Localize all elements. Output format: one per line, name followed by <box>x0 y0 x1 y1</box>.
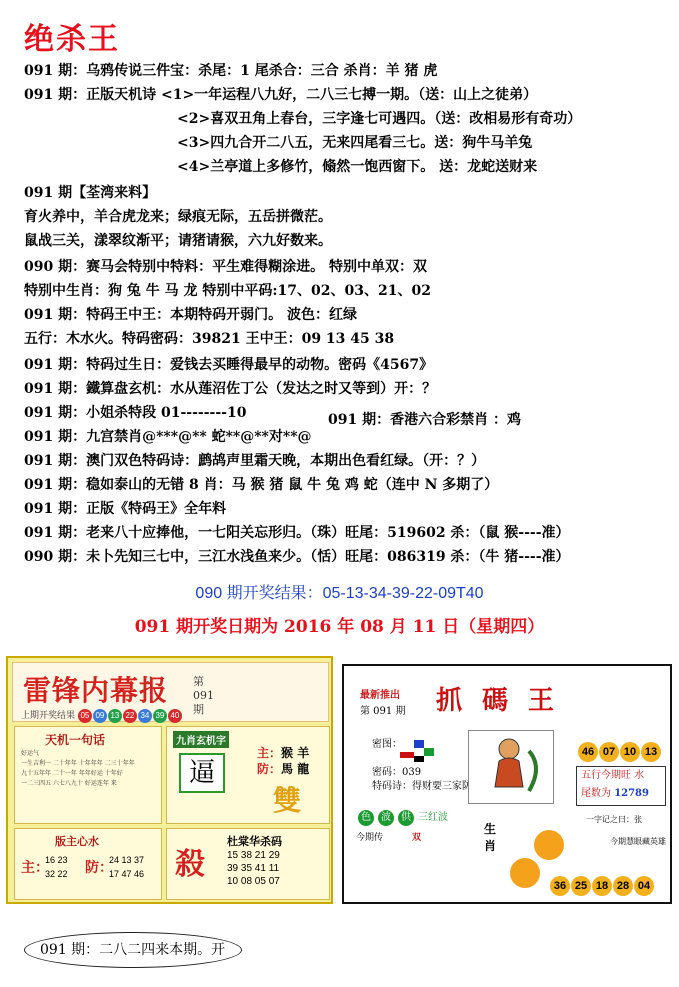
line-text: 鐵算盘玄机：水从莲沼佐丁公（发达之时又等到）开：？ <box>86 381 437 397</box>
line-text: 五行：木水火。特码密码：39821 王中王：09 13 45 38 <box>24 331 395 347</box>
text-line <box>24 62 437 80</box>
line-text: 特别中生肖：狗 兔 牛 马 龙 特别中平码:17、02、03、21、02 <box>24 283 431 299</box>
issue-label: 第 <box>193 675 204 688</box>
result-numbers: 05-13-34-39-22-09T40 <box>322 585 484 602</box>
text-line <box>24 232 332 250</box>
line-text: 未卜先知三七中，三江水浅鱼来少。（恬）旺尾：086319 杀：（牛 猪----准） <box>86 549 570 565</box>
line-prefix: 090 期： <box>24 549 87 565</box>
line-text: 九宫禁肖@***@** 蛇**@**对**@ <box>86 429 312 445</box>
sha-row: 39 35 41 11 <box>227 863 280 874</box>
line-prefix: 091 期： <box>24 525 87 541</box>
fang-value: 馬 龍 <box>281 762 310 776</box>
weishu-value: 12789 <box>614 788 649 799</box>
result-ball: 05 <box>78 709 92 723</box>
shuang-char: 雙 <box>273 784 302 817</box>
line-prefix: 091 期： <box>24 63 87 79</box>
text-line <box>24 208 332 226</box>
result-ball: 39 <box>153 709 167 723</box>
result-ball: 09 <box>93 709 107 723</box>
line-right: 091 期：香港六合彩禁肖 ：鸡 <box>328 412 521 428</box>
wuxing-text: 五行今期旺 水 <box>581 770 645 781</box>
tema-poem: 特码诗：得财要三家防六 <box>372 781 482 792</box>
line-prefix: 091 期： <box>24 429 87 445</box>
line-text: 【荃湾来料】 <box>72 185 157 201</box>
box-tianji <box>14 726 162 824</box>
mystery-char: 逼 <box>179 753 225 793</box>
sebo-char: 波 <box>378 810 394 826</box>
number-ball: 25 <box>571 876 591 896</box>
issue-number: 091 <box>193 689 214 702</box>
mima-label: 密图： <box>372 739 402 750</box>
yizi-value: 张 <box>634 815 642 824</box>
result-ball: 22 <box>123 709 137 723</box>
poster-leifeng <box>6 656 333 904</box>
line-prefix: 091 期： <box>24 405 87 421</box>
cartoon-figure-icon <box>468 730 554 804</box>
text-line <box>24 380 436 398</box>
draw-result <box>0 580 679 603</box>
sheng-char: 生 <box>484 822 497 836</box>
text-line <box>24 282 431 300</box>
line-text: 正版《特码王》全年料 <box>86 501 227 517</box>
line-prefix: 091 期： <box>24 87 87 103</box>
result-label: 090 期开奖结果： <box>195 585 323 602</box>
text-line <box>24 476 498 494</box>
text-line <box>24 548 570 566</box>
text-line <box>24 258 427 276</box>
line-text: 赛马会特别中特料：平生难得糊涂进。 特别中单双：双 <box>86 259 427 275</box>
sha-row: 10 08 05 07 <box>227 876 280 887</box>
poster-header <box>12 662 329 722</box>
zhu-label: 主： <box>21 860 49 876</box>
mima-logo-icon <box>400 740 436 764</box>
mima-code: 密码：039 <box>372 767 422 778</box>
text-line <box>177 158 537 176</box>
line-text: 特码王中王：本期特码开弱门。 波色：红绿 <box>86 307 357 323</box>
balls-top <box>578 740 662 762</box>
text-line <box>24 330 394 348</box>
number-ball: 18 <box>592 876 612 896</box>
box-banzhu <box>14 828 162 900</box>
text-line <box>24 184 156 202</box>
sebo-text: 三红波 <box>418 812 448 823</box>
box-title: 杜棠华杀码 <box>227 835 282 848</box>
line-text: 老来八十应捧他，一七阳关忘形归。（珠）旺尾：519602 杀：（鼠 猴----准） <box>86 525 570 541</box>
text-line <box>24 356 433 374</box>
line-text: 稳如泰山的无错 8 肖：马 猴 猪 鼠 牛 兔 鸡 蛇（连中 N 多期了） <box>86 477 499 493</box>
tianji-line: 一二三四五 六七八九十 好运连年 来 <box>21 780 117 787</box>
poster-title: 抓碼王 <box>436 686 575 716</box>
line-text: 鼠战三关，漾翠纹渐平；请猪请猴，六九好数来。 <box>24 233 332 249</box>
poster-issue <box>193 675 214 717</box>
fang-nums-2: 17 47 46 <box>109 869 145 879</box>
sun-icon <box>534 830 564 860</box>
line-prefix: 091 期： <box>24 501 87 517</box>
text-line <box>24 452 485 470</box>
poster-zhuama <box>342 664 672 904</box>
balls-label: 上期开奖结果 <box>21 711 76 721</box>
box-title: 版主心水 <box>55 835 99 848</box>
text-line <box>24 500 226 518</box>
weishu-label: 尾数为 <box>581 788 611 799</box>
text-line <box>177 134 532 152</box>
box-jiuxiao <box>166 726 330 824</box>
line-text: 正版天机诗 <1>一年运程八九好，二八三七搏一期。（送：山上之徒弟） <box>86 87 538 103</box>
jinqi-value: 双 <box>412 833 422 843</box>
result-ball: 40 <box>168 709 182 723</box>
line-text: 小姐杀特段 01--------10 <box>86 405 247 421</box>
line-prefix: 091 期： <box>24 357 87 373</box>
text-line <box>24 404 246 422</box>
sebo-char: 色 <box>358 810 374 826</box>
number-ball: 36 <box>550 876 570 896</box>
shengxiao <box>484 820 496 854</box>
result-ball: 34 <box>138 709 152 723</box>
box-sha <box>166 828 330 900</box>
line-prefix: 091 期： <box>24 453 87 469</box>
tianji-line: 好运气 <box>21 750 40 757</box>
zhu-value: 猴 羊 <box>281 746 310 760</box>
line-prefix: 091 期： <box>24 381 87 397</box>
number-ball: 46 <box>578 742 598 762</box>
line-text: <2>喜双丑角上春台，三字逢七可遇四。（送：改相易形有奇功） <box>177 111 582 127</box>
line-text: <3>四九合开二八五，无来四尾看三七。送：狗牛马羊兔 <box>177 135 533 151</box>
poster-balls <box>21 708 183 723</box>
text-line <box>24 86 537 104</box>
fang-nums-1: 24 13 37 <box>109 855 145 865</box>
new-label: 最新推出 <box>360 690 400 701</box>
jinqi-label: 今期传 <box>356 833 384 843</box>
issue: 第 091 期 <box>360 706 406 717</box>
jinqi-tui: 今期慧眼藏英雄 <box>610 837 666 846</box>
sha-char: 殺 <box>175 847 205 882</box>
line-text: 特码过生日：爱钱去买睡得最早的动物。密码《4567》 <box>86 357 434 373</box>
tianji-line: 九十五年年 二十一年 年年好运 十年好 <box>21 770 123 777</box>
yizi-line <box>586 814 642 825</box>
zhu-label: 主： <box>257 746 282 760</box>
box-title: 天机一句话 <box>45 733 106 747</box>
yizi-label: 一字记之曰： <box>586 815 634 824</box>
zhu-nums-2: 32 22 <box>45 869 68 879</box>
result-ball: 13 <box>108 709 122 723</box>
line-prefix: 090 期： <box>24 259 87 275</box>
wuxing-box <box>576 766 666 806</box>
text-line <box>177 110 581 128</box>
line-text: 育火养中，羊合虎龙来；绿痕无际，五岳拼微茫。 <box>24 209 332 225</box>
line-text: 乌鸦传说三件宝：杀尾：1 尾杀合：三合 杀肖：羊 猪 虎 <box>86 63 438 79</box>
box-tag: 九肖玄机字 <box>173 731 229 748</box>
sun-icon <box>510 858 540 888</box>
line-prefix: 091 期 <box>24 185 73 201</box>
line-text: 澳门双色特码诗：鹧鸪声里霜天晚，本期出色看红绿。（开：？） <box>86 453 486 469</box>
line-prefix: 091 期： <box>24 477 87 493</box>
sebo-row <box>358 808 448 826</box>
fang-label: 防： <box>257 762 282 776</box>
bubble-text: 091 期：二八二四来本期。开 <box>40 942 226 958</box>
poster-title: 雷锋内幕报 <box>23 674 169 707</box>
number-ball: 28 <box>613 876 633 896</box>
page-title: 绝杀王 <box>24 22 120 57</box>
text-line <box>24 428 312 446</box>
sha-nums <box>227 849 280 888</box>
tianji-line: 一生吉利一 二十年年 十年年年 二三十年年 <box>21 760 135 767</box>
sha-row: 15 38 21 29 <box>227 850 280 861</box>
line-text: <4>兰亭道上多修竹，翛然一饱西窗下。 送：龙蛇送财来 <box>177 159 538 175</box>
xiao-char: 肖 <box>484 839 497 853</box>
zhu-nums-1: 16 23 <box>45 855 68 865</box>
issue-suffix: 期 <box>193 703 204 716</box>
balls-bottom <box>550 874 655 896</box>
number-ball: 13 <box>641 742 661 762</box>
number-ball: 07 <box>599 742 619 762</box>
text-line <box>24 306 357 324</box>
fang-label: 防： <box>85 860 113 876</box>
zhu-fang <box>257 745 309 777</box>
line-prefix: 091 期： <box>24 307 87 323</box>
number-ball: 04 <box>634 876 654 896</box>
text-line <box>24 524 570 542</box>
draw-date: 091 期开奖日期为 2016 年 08 月 11 日（星期四） <box>134 617 545 637</box>
number-ball: 10 <box>620 742 640 762</box>
sebo-char: 供 <box>398 810 414 826</box>
